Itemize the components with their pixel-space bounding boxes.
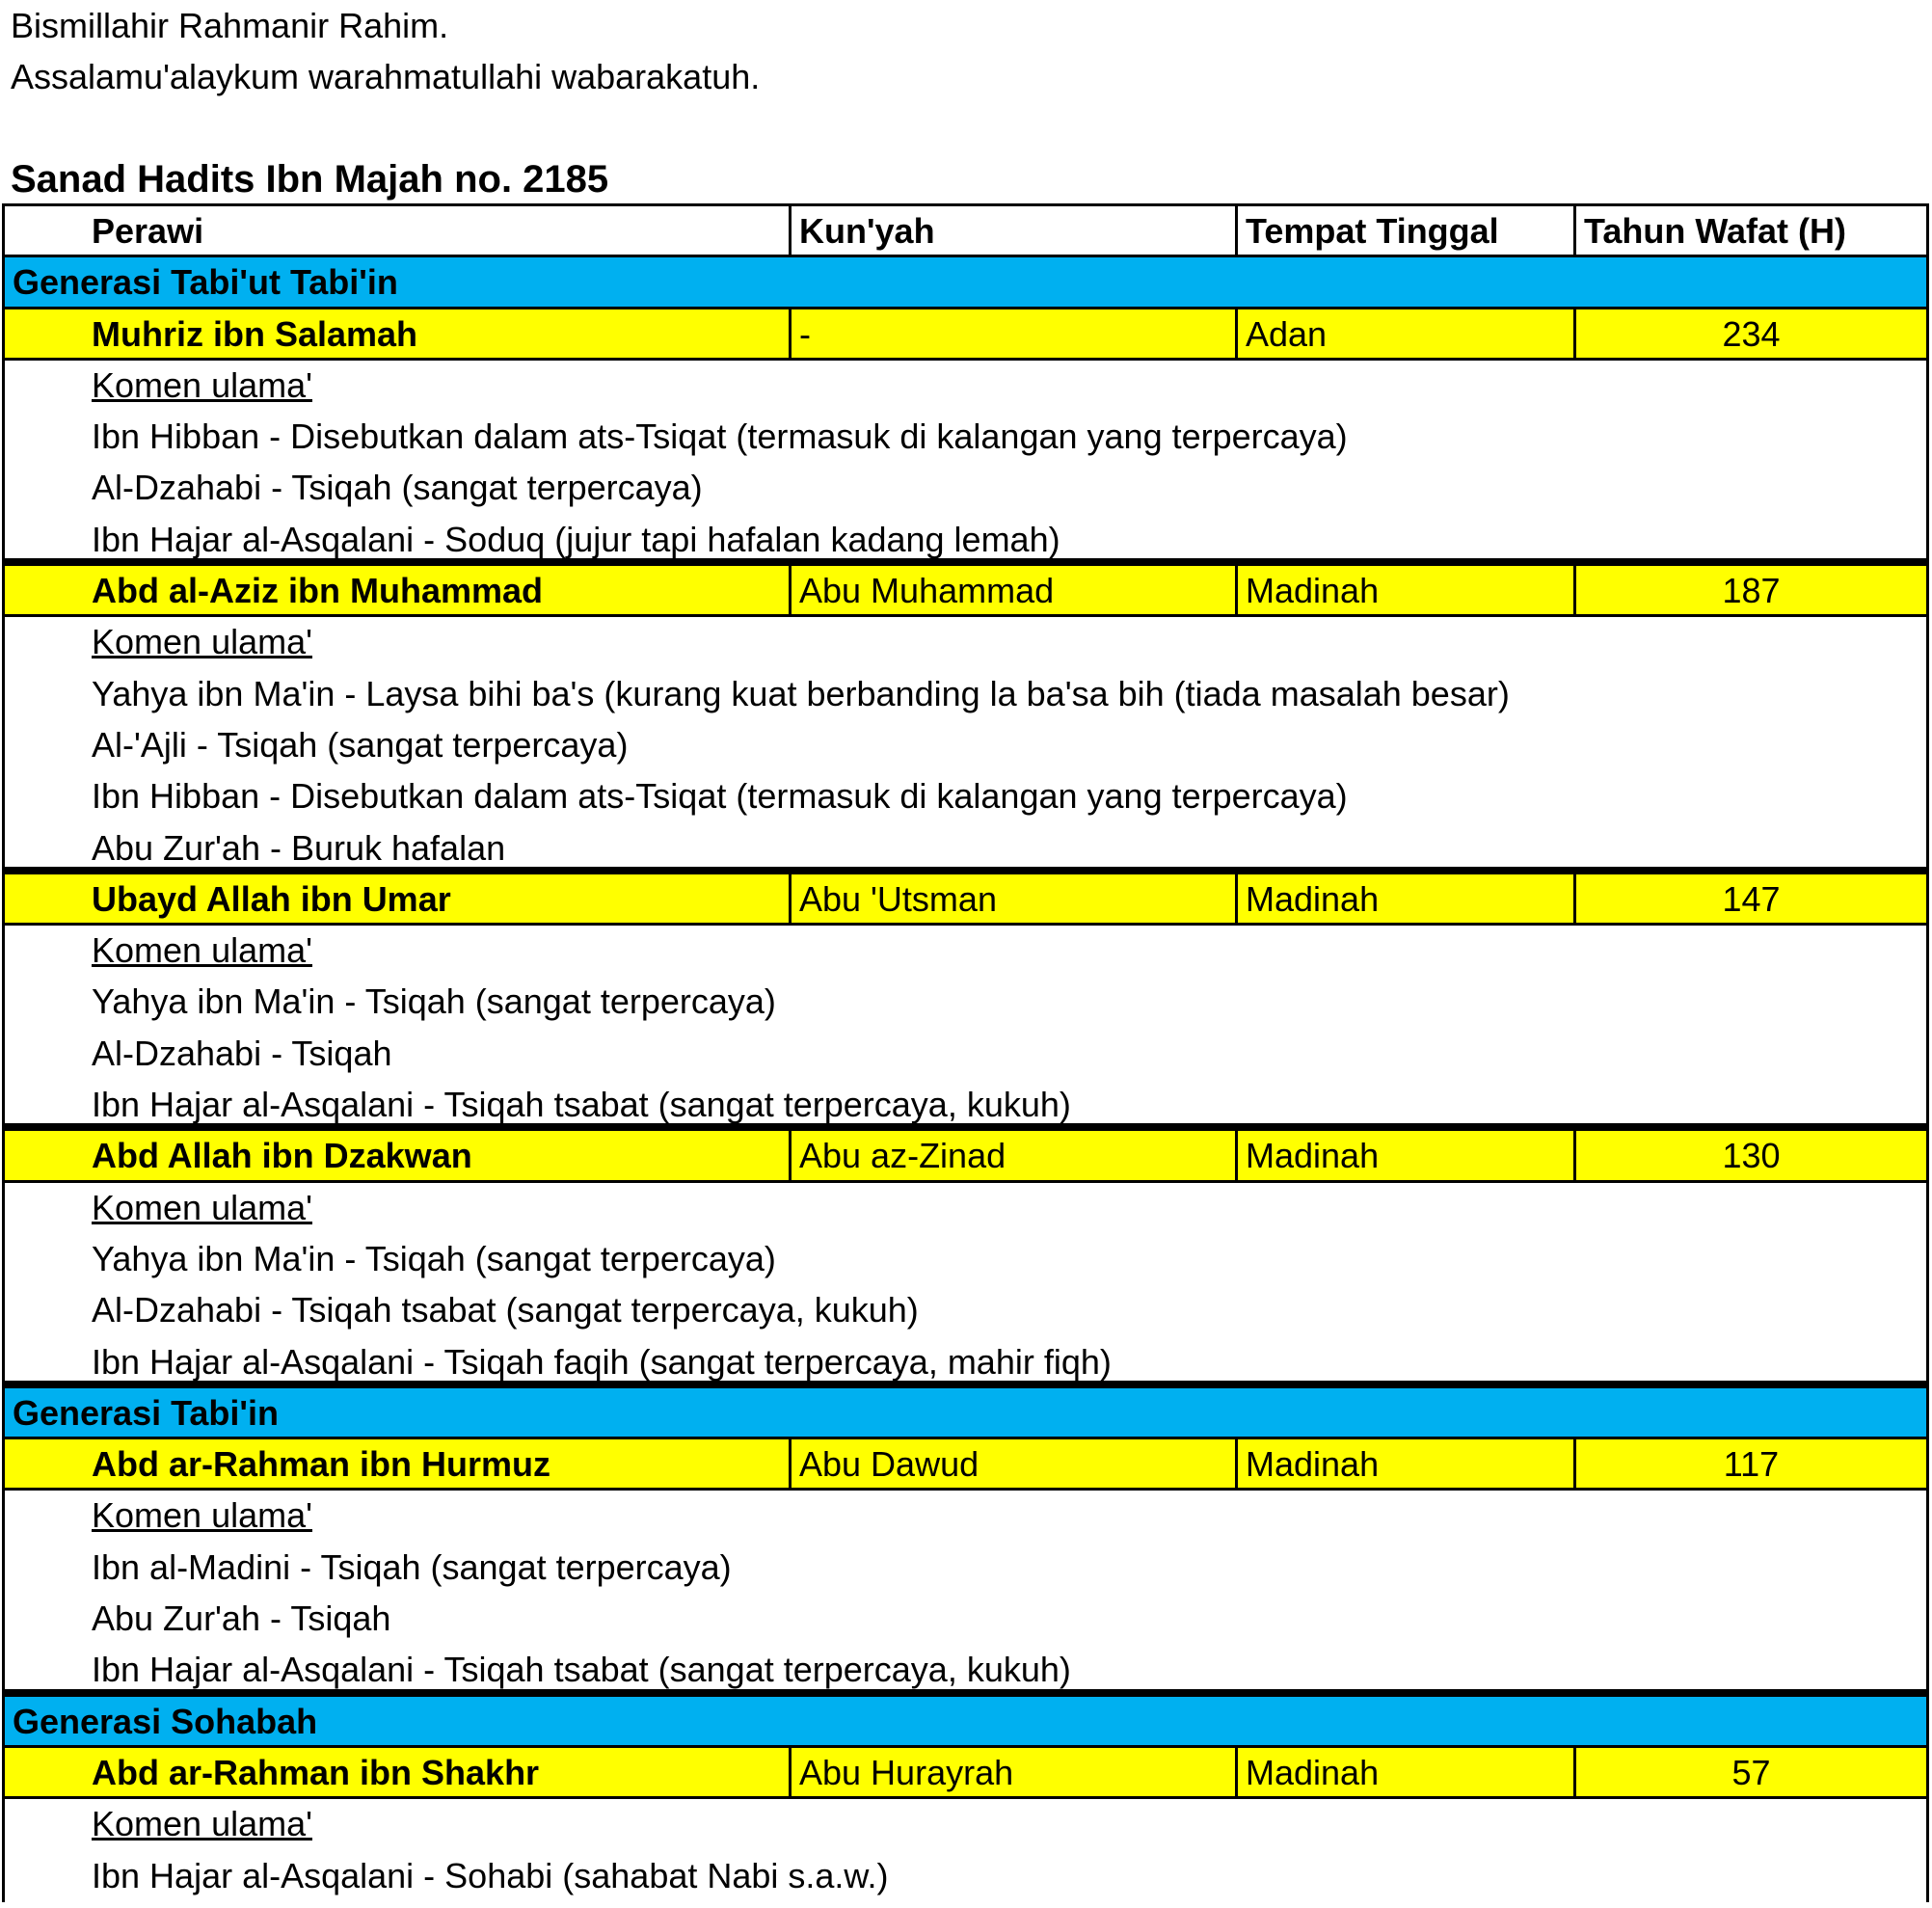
narrator-row — [5, 1439, 1926, 1491]
komen-label: Komen ulama' — [92, 1187, 312, 1227]
narrator-wafat: 57 — [1573, 1748, 1926, 1796]
narrator-wafat: 130 — [1573, 1131, 1926, 1179]
komen-label: Komen ulama' — [92, 1804, 312, 1844]
comment-row: Ibn Hajar al-Asqalani - Sohabi (sahabat Nabi s.a.w.) — [92, 1855, 889, 1895]
intro-line-2: Assalamu'alaykum warahmatullahi wabarakatuh. — [11, 57, 761, 96]
narrator-tempat: Madinah — [1235, 1439, 1573, 1488]
narrator-row — [5, 1131, 1926, 1182]
narrator-name: Abd al-Aziz ibn Muhammad — [92, 571, 543, 611]
narrator-kunyah: - — [789, 309, 1235, 358]
comment-row: Al-Dzahabi - Tsiqah (sangat terpercaya) — [92, 468, 703, 508]
header-tempat: Tempat Tinggal — [1235, 206, 1573, 255]
comment-row: Ibn Hajar al-Asqalani - Tsiqah tsabat (sangat terpercaya, kukuh) — [5, 1645, 1926, 1696]
narrator-tempat: Madinah — [1235, 874, 1573, 923]
comment-row: Ibn Hibban - Disebutkan dalam ats-Tsiqat (termasuk di kalangan yang terpercaya) — [92, 776, 1348, 817]
comment-row: Yahya ibn Ma'in - Laysa bihi ba's (kurang kuat berbanding la ba'sa bih (tiada masalah besar) — [92, 673, 1510, 713]
comment-row: Abu Zur'ah - Buruk hafalan — [5, 823, 1926, 874]
comment-row: Ibn Hajar al-Asqalani - Tsiqah tsabat (sangat terpercaya, kukuh) — [5, 1080, 1926, 1131]
komen-label-row — [5, 926, 1926, 977]
komen-label-row — [5, 361, 1926, 412]
comment-row: Abu Zur'ah - Tsiqah — [92, 1599, 391, 1639]
generation-row: Generasi Sohabah — [5, 1697, 1926, 1748]
comment-row: Yahya ibn Ma'in - Tsiqah (sangat terpercaya) — [92, 981, 776, 1022]
narrator-kunyah: Abu az-Zinad — [789, 1131, 1235, 1179]
header-row — [5, 206, 1926, 257]
comment-row: Al-Dzahabi - Tsiqah tsabat (sangat terpercaya, kukuh) — [92, 1290, 919, 1330]
narrator-name: Ubayd Allah ibn Umar — [92, 878, 451, 919]
table-body — [5, 257, 1926, 1902]
narrator-kunyah: Abu Dawud — [789, 1439, 1235, 1488]
komen-label-row — [5, 617, 1926, 668]
comment-row: Al-'Ajli - Tsiqah (sangat terpercaya) — [92, 724, 629, 765]
komen-label-row — [5, 1491, 1926, 1542]
narrator-tempat: Madinah — [1235, 1748, 1573, 1796]
komen-label: Komen ulama' — [92, 930, 312, 971]
header-kunyah: Kun'yah — [789, 206, 1235, 255]
header-wafat: Tahun Wafat (H) — [1573, 206, 1926, 255]
comment-row: Yahya ibn Ma'in - Tsiqah (sangat terpercaya) — [92, 1238, 776, 1278]
page-title: Sanad Hadits Ibn Majah no. 2185 — [11, 158, 609, 201]
komen-label: Komen ulama' — [92, 364, 312, 405]
narrator-wafat: 117 — [1573, 1439, 1926, 1488]
generation-row: Generasi Tabi'in — [5, 1388, 1926, 1439]
narrator-tempat: Adan — [1235, 309, 1573, 358]
narrator-kunyah: Abu Muhammad — [789, 566, 1235, 614]
narrator-name: Abd Allah ibn Dzakwan — [92, 1136, 472, 1176]
narrator-row — [5, 566, 1926, 617]
narrator-wafat: 147 — [1573, 874, 1926, 923]
narrator-kunyah: Abu Hurayrah — [789, 1748, 1235, 1796]
narrator-name: Abd ar-Rahman ibn Shakhr — [92, 1752, 540, 1792]
komen-label: Komen ulama' — [92, 622, 312, 662]
narrator-tempat: Madinah — [1235, 566, 1573, 614]
comment-row: Ibn al-Madini - Tsiqah (sangat terpercaya) — [92, 1546, 732, 1587]
narrator-wafat: 187 — [1573, 566, 1926, 614]
intro-line-1: Bismillahir Rahmanir Rahim. — [11, 6, 449, 45]
narrator-name: Muhriz ibn Salamah — [92, 313, 418, 354]
comment-row: Al-Dzahabi - Tsiqah — [92, 1033, 392, 1073]
comment-row: Ibn Hajar al-Asqalani - Tsiqah faqih (sangat terpercaya, mahir fiqh) — [5, 1337, 1926, 1388]
narrator-row — [5, 1748, 1926, 1799]
sanad-table — [2, 203, 1929, 1902]
comment-row: Ibn Hibban - Disebutkan dalam ats-Tsiqat (termasuk di kalangan yang terpercaya) — [92, 417, 1348, 457]
narrator-row — [5, 874, 1926, 926]
komen-label-row — [5, 1183, 1926, 1234]
komen-label-row — [5, 1799, 1926, 1850]
narrator-tempat: Madinah — [1235, 1131, 1573, 1179]
header-perawi: Perawi — [92, 211, 204, 251]
komen-label: Komen ulama' — [92, 1495, 312, 1536]
narrator-wafat: 234 — [1573, 309, 1926, 358]
generation-row: Generasi Tabi'ut Tabi'in — [5, 257, 1926, 309]
narrator-row — [5, 309, 1926, 361]
narrator-kunyah: Abu 'Utsman — [789, 874, 1235, 923]
narrator-name: Abd ar-Rahman ibn Hurmuz — [92, 1444, 551, 1485]
comment-row: Ibn Hajar al-Asqalani - Soduq (jujur tapi hafalan kadang lemah) — [5, 515, 1926, 566]
